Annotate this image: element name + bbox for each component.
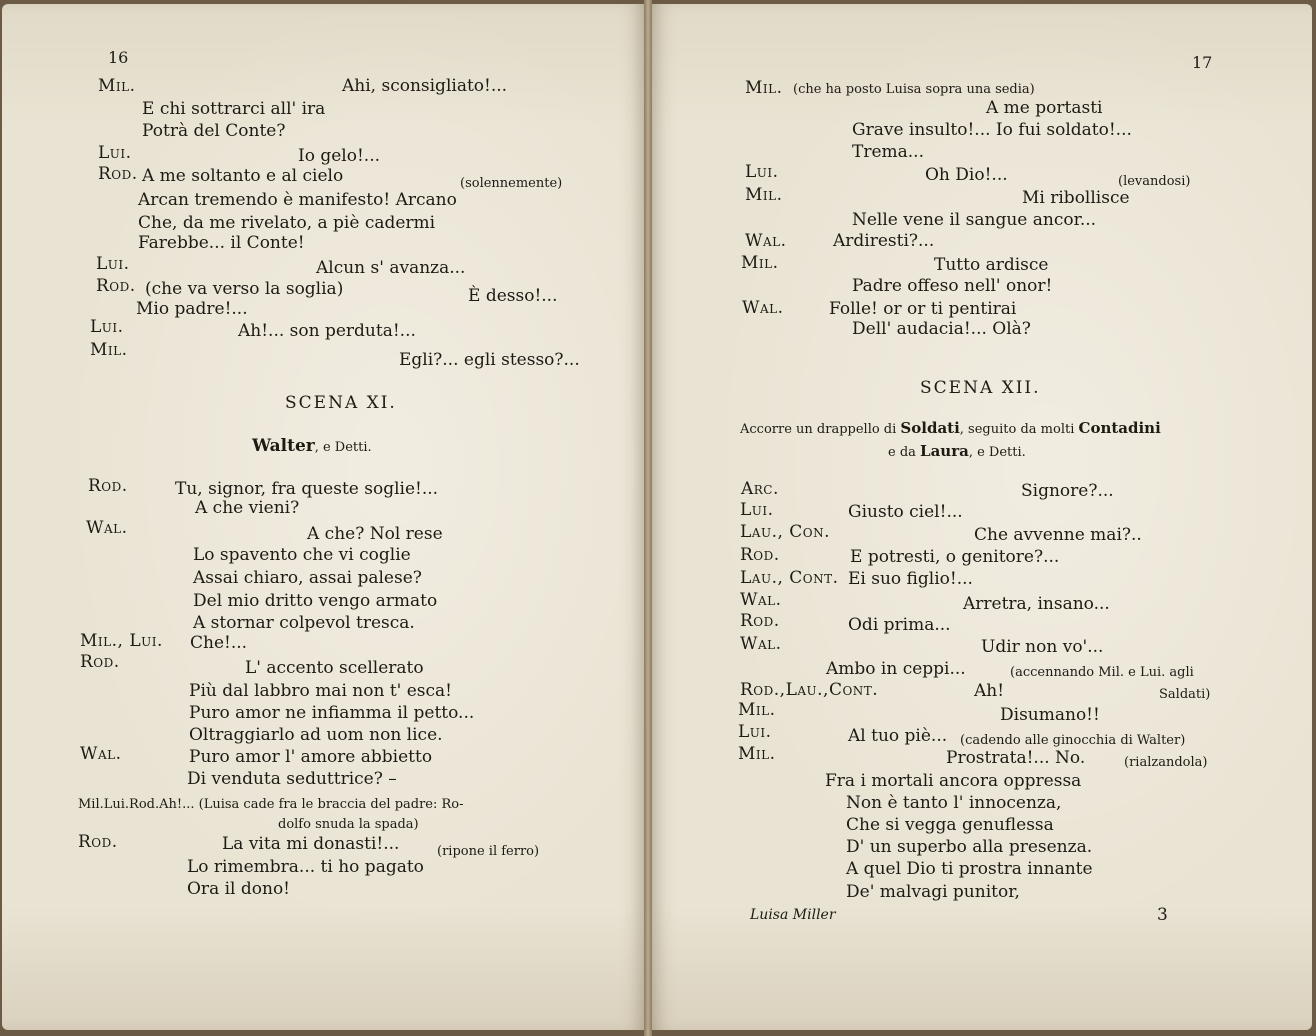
- speaker-label: Lui.: [738, 722, 772, 742]
- dialogue-line: Che avvenne mai?..: [974, 525, 1142, 545]
- dialogue-line: Mio padre!...: [136, 299, 248, 319]
- speaker-label: Arc.: [741, 479, 779, 499]
- speaker-label: Wal.: [80, 744, 122, 764]
- dialogue-line: Ahi, sconsigliato!...: [342, 76, 508, 96]
- verse-line: D' un superbo alla presenza.: [846, 837, 1093, 857]
- dialogue-line: Ora il dono!: [187, 879, 291, 899]
- speaker-label: Wal.: [86, 518, 128, 538]
- speaker-label: Rod.,Lau.,Cont.: [740, 680, 879, 700]
- scene-description: [740, 418, 1161, 440]
- dialogue-line: Puro amor ne infiamma il petto...: [189, 703, 475, 723]
- dialogue-line: Mi ribollisce: [1022, 188, 1130, 208]
- dialogue-line: A me portasti: [986, 98, 1103, 118]
- stage-direction: (che ha posto Luisa sopra una sedia): [793, 82, 1035, 97]
- stage-direction-faint: Mil.Lui.Rod.Ah!... (Luisa cade fra le braccia del padre: Ro-: [78, 797, 464, 812]
- desc-emph: Laura: [920, 442, 969, 460]
- dialogue-line: Assai chiaro, assai palese?: [193, 568, 422, 588]
- stage-direction: Saldati): [1159, 687, 1211, 702]
- dialogue-line: Del mio dritto vengo armato: [193, 591, 438, 611]
- dialogue-line: Io gelo!...: [298, 146, 381, 166]
- speaker-label: Wal.: [745, 231, 787, 251]
- stage-direction: (solennemente): [460, 176, 563, 191]
- desc-text: , e Detti.: [968, 445, 1026, 460]
- speaker-label: Wal.: [740, 634, 782, 654]
- speaker-label: Mil.: [738, 744, 776, 764]
- speaker-label: Mil.: [90, 340, 128, 360]
- speaker-label: Rod.: [98, 164, 138, 184]
- scene-description-cont: [888, 441, 1026, 463]
- verse-line: Che si vegga genuflessa: [846, 815, 1054, 835]
- dialogue-line: Udir non vo'...: [981, 637, 1104, 657]
- signature-mark: 3: [1157, 905, 1168, 925]
- dialogue-line: Ah!... son perduta!...: [238, 321, 416, 341]
- speaker-label: Mil.: [745, 78, 783, 98]
- stage-direction: (levandosi): [1118, 174, 1191, 189]
- dialogue-line: Ardiresti?...: [833, 231, 935, 251]
- dialogue-line: Più dal labbro mai non t' esca!: [189, 681, 453, 701]
- dialogue-line: Lo spavento che vi coglie: [193, 545, 411, 565]
- speaker-label: Mil., Lui.: [80, 631, 163, 651]
- verse-line: De' malvagi punitor,: [846, 882, 1020, 902]
- speaker-label: Lui.: [740, 500, 774, 520]
- dialogue-line: Oltraggiarlo ad uom non lice.: [189, 725, 443, 745]
- desc-emph: Contadini: [1078, 419, 1161, 437]
- dialogue-line: Arretra, insano...: [963, 594, 1110, 614]
- dialogue-line: E potresti, o genitore?...: [850, 547, 1060, 567]
- dialogue-line: Arcan tremendo è manifesto! Arcano: [138, 190, 457, 210]
- page-number-left: 16: [108, 48, 129, 67]
- dialogue-line: Che, da me rivelato, a piè cadermi: [138, 213, 436, 233]
- desc-text: e da: [888, 445, 921, 460]
- dialogue-line: Lo rimembra... ti ho pagato: [187, 857, 424, 877]
- speaker-label: Lui.: [90, 317, 124, 337]
- speaker-label: Rod.: [96, 276, 136, 296]
- dialogue-line: La vita mi donasti!...: [222, 834, 400, 854]
- dialogue-line: Padre offeso nell' onor!: [852, 276, 1053, 296]
- desc-text: Accorre un drappello di: [740, 422, 901, 437]
- dialogue-line: Prostrata!... No.: [946, 748, 1086, 768]
- dialogue-line: L' accento scellerato: [245, 658, 424, 678]
- dialogue-line: A che vieni?: [195, 498, 300, 518]
- speaker-label: Wal.: [742, 298, 784, 318]
- dialogue-line: Dell' audacia!... Olà?: [852, 319, 1031, 339]
- dialogue-line: Trema...: [852, 142, 924, 162]
- speaker-label: Rod.: [80, 652, 120, 672]
- scene-cast: [252, 436, 372, 458]
- page-number-right: 17: [1192, 53, 1213, 72]
- desc-emph: Soldati: [900, 419, 960, 437]
- dialogue-line: Nelle vene il sangue ancor...: [852, 210, 1097, 230]
- dialogue-line: Farebbe... il Conte!: [138, 233, 305, 253]
- dialogue-line: (che va verso la soglia): [145, 279, 344, 299]
- verse-line: Non è tanto l' innocenza,: [846, 793, 1062, 813]
- footer-title: Luisa Miller: [750, 907, 836, 923]
- dialogue-line: Ei suo figlio!...: [848, 569, 973, 589]
- speaker-label: Wal.: [740, 590, 782, 610]
- cast-rest: , e Detti.: [314, 440, 372, 455]
- scene-title-xi: SCENA XI.: [285, 393, 397, 413]
- dialogue-line: A me soltanto e al cielo: [142, 166, 344, 186]
- speaker-label: Mil.: [745, 185, 783, 205]
- dialogue-line: Di venduta seduttrice? –: [187, 769, 397, 789]
- dialogue-line: A stornar colpevol tresca.: [193, 613, 415, 633]
- dialogue-line: Tu, signor, fra queste soglie!...: [175, 479, 439, 499]
- dialogue-line: È desso!...: [468, 286, 558, 306]
- stage-direction: (rialzandola): [1124, 755, 1208, 770]
- dialogue-line: Tutto ardisce: [934, 255, 1049, 275]
- book-gutter: [644, 0, 652, 1036]
- dialogue-line: Puro amor l' amore abbietto: [189, 747, 433, 767]
- dialogue-line: Che!...: [190, 633, 248, 653]
- stage-direction: (accennando Mil. e Lui. agli: [1010, 665, 1194, 680]
- speaker-label: Mil.: [738, 700, 776, 720]
- stage-direction: (cadendo alle ginocchia di Walter): [960, 733, 1186, 748]
- dialogue-line: Oh Dio!...: [925, 165, 1008, 185]
- speaker-label: Mil.: [98, 76, 136, 96]
- stage-direction: (ripone il ferro): [437, 844, 540, 859]
- speaker-label: Rod.: [740, 545, 780, 565]
- dialogue-line: Al tuo piè...: [848, 726, 948, 746]
- speaker-label: Rod.: [78, 832, 118, 852]
- dialogue-line: Giusto ciel!...: [848, 502, 963, 522]
- speaker-label: Lui.: [98, 143, 132, 163]
- speaker-label: Lau., Cont.: [740, 568, 839, 588]
- dialogue-line: Ah!: [974, 681, 1005, 701]
- speaker-label: Lui.: [745, 162, 779, 182]
- dialogue-line: A che? Nol rese: [307, 524, 443, 544]
- dialogue-line: Ambo in ceppi...: [826, 659, 966, 679]
- dialogue-line: Signore?...: [1021, 481, 1114, 501]
- dialogue-line: Alcun s' avanza...: [316, 258, 466, 278]
- verse-line: A quel Dio ti prostra innante: [846, 859, 1093, 879]
- dialogue-line: Egli?... egli stesso?...: [399, 350, 580, 370]
- speaker-label: Lau., Con.: [740, 522, 831, 542]
- speaker-label: Rod.: [88, 476, 128, 496]
- cast-name: Walter: [252, 436, 315, 456]
- stage-direction-faint-cont: dolfo snuda la spada): [278, 817, 419, 832]
- dialogue-line: Folle! or or ti pentirai: [829, 299, 1017, 319]
- speaker-label: Mil.: [741, 253, 779, 273]
- dialogue-line: Potrà del Conte?: [142, 121, 286, 141]
- dialogue-line: Grave insulto!... Io fui soldato!...: [852, 120, 1132, 140]
- dialogue-line: Odi prima...: [848, 615, 951, 635]
- dialogue-line: Disumano!!: [1000, 705, 1100, 725]
- speaker-label: Lui.: [96, 254, 130, 274]
- verse-line: Fra i mortali ancora oppressa: [825, 771, 1082, 791]
- desc-text: , seguito da molti: [959, 422, 1079, 437]
- dialogue-line: E chi sottrarci all' ira: [142, 99, 326, 119]
- scene-title-xii: SCENA XII.: [920, 378, 1041, 398]
- speaker-label: Rod.: [740, 611, 780, 631]
